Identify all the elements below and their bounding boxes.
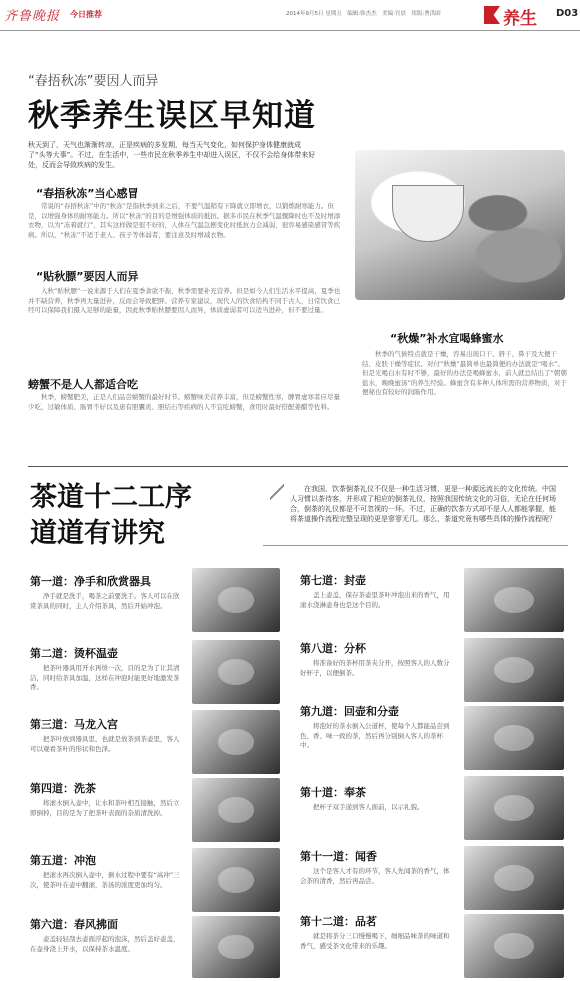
tea-step-text: 将准备好的茶杯用茶夹分开，按照客人的人数分好杯子，以便倒茶。	[300, 659, 450, 677]
diagonal-rule	[270, 472, 284, 512]
tea-step-photo	[464, 568, 564, 632]
tea-step-title: 第十二道：品茗	[300, 915, 377, 928]
tea-step-text: 将滚水倒入壶中，让水和茶叶相互接触，然后立即倒掉，目的是为了把茶叶表面的杂质清洗掉。	[30, 799, 180, 817]
tea-step	[300, 640, 455, 689]
tea-step-title: 第十道：奉茶	[300, 786, 366, 799]
tea-step	[30, 916, 180, 975]
tea-step-photo	[192, 916, 280, 978]
tea-step-text: 把滚水再次倒入壶中，倒水过程中要有“高冲”三次，使茶叶在壶中翻滚，茶汤的浓度更加均匀。	[30, 871, 180, 889]
issue-meta: 2014年9月5日 星期五 编辑:韩杰杰 美编:宫晨 组版:曹洪昭	[286, 11, 441, 17]
tea-step-title: 第五道：冲泡	[30, 854, 96, 867]
subhead-tieqiubiao: “贴秋膘”要因人而异	[36, 270, 139, 283]
subhead-chunwu: “春捂秋冻”当心感冒	[36, 187, 139, 200]
tea-step-title: 第二道：烫杯温壶	[30, 647, 118, 660]
body-honey: 秋季的气候特点就是干燥，容易出现口干、唇干、鼻干及大便干结、皮肤干燥等症状。对付“秋燥”最简单也最简便的办法就是“喝水”。但是光喝白水有时不够，最好的办法是喝蜂蜜水，前人就总结出了“朝朝盐水，晚晚蜜汤”的养生经验。蜂蜜含有多种人体所需的营养物质，对于便秘也有较好的润肠作用。	[362, 350, 567, 396]
subhead-honey: “秋燥”补水宜喝蜂蜜水	[390, 332, 504, 345]
tea-step-title: 第八道：分杯	[300, 642, 366, 655]
tea-title-line2: 道道有讲究	[30, 518, 165, 549]
tea-step-text: 把杯子双手递到客人面前，以示礼貌。	[313, 803, 424, 811]
newspaper-logo: 齐鲁晚报	[4, 9, 61, 24]
tea-article-intro: 在我国，饮茶倒茶礼仪不仅是一种生活习惯，更是一种源远流长的文化传统。中国人习惯以茶待客，并形成了相应的倒茶礼仪，按照我国传统文化的习俗，无论在任何场合，倒茶的礼仪都是不可忽视的一环。不过，正确的饮茶方式却不是人人都能掌握，能将茶道操作流程完整呈现的更是寥寥无几。那么，茶道究竟有哪些具体的操作流程呢？	[290, 485, 556, 523]
tea-step	[30, 852, 180, 911]
tea-step	[30, 645, 180, 704]
tea-step	[300, 703, 455, 762]
tea-step	[30, 573, 180, 632]
tea-step-title: 第一道：净手和欣赏器具	[30, 575, 151, 588]
tea-step-title: 第九道：回壶和分壶	[300, 705, 399, 718]
subhead-crab: 螃蟹不是人人都适合吃	[28, 378, 138, 391]
tea-step-text: 就是将茶分三口慢慢喝下，细细品味茶的味道和香气，感受茶文化带来的乐趣。	[300, 932, 450, 950]
tea-step-title: 第七道：封壶	[300, 574, 366, 587]
tea-step	[300, 572, 455, 621]
tea-step	[300, 784, 455, 823]
tea-step	[300, 848, 455, 907]
tea-step-text: 将泡好的茶水倒入公道杯，使每个人都能品尝到色、香、味一致的茶，然后再分别倒入客人的茶杯中。	[300, 722, 450, 749]
tea-article-title	[30, 480, 250, 552]
tea-step-text: 这个是客人才有的环节，客人先闻茶的香气，体会茶的清香，然后再品尝。	[300, 867, 450, 885]
tea-step-title: 第十一道：闻香	[300, 850, 377, 863]
tea-step-title: 第三道：马龙入宫	[30, 718, 118, 731]
tea-title-line1: 茶道十二工序	[30, 482, 192, 513]
body-crab: 秋季，螃蟹肥美，正是人们品尝螃蟹的最好时节。螃蟹味美营养丰富，但是螃蟹性寒，脾胃虚寒者应尽量少吃，过敏体质、肠胃不好以及患有胆囊炎、胆结石等疾病的人不宜吃螃蟹，食用时最好搭配姜醋等佐料。	[28, 393, 340, 411]
tea-step-photo	[192, 640, 280, 704]
tea-step-text: 盖上壶盖，保存茶壶里茶叶冲泡出来的香气，用滚水浇淋壶身也是这个目的。	[300, 591, 450, 609]
tea-step-photo	[464, 706, 564, 770]
tea-step-photo	[464, 638, 564, 702]
tea-step-photo	[464, 776, 564, 840]
tea-step-photo	[192, 710, 280, 774]
tea-step-photo	[464, 914, 564, 978]
tea-step-photo	[464, 846, 564, 910]
article-lead: 秋天到了，天气也渐渐转凉，正是疾病的多发期，每当天气变化，如何保护身体健康就成了“头等大事”。不过，在生活中，一些市民在秋季养生中却进入误区，不仅不会给身体带来好处，反而会导致疾病的发生。	[28, 141, 316, 169]
tea-step-text: 净手就是洗手，喝茶之前要洗手。客人可以在欣赏茶具的同时，主人介绍茶具，然后开始冲泡。	[30, 592, 180, 610]
tea-step-title: 第四道：洗茶	[30, 782, 96, 795]
page-number: D03	[556, 8, 579, 19]
tea-photo	[355, 150, 565, 300]
tea-step-photo	[192, 568, 280, 632]
tea-step	[300, 913, 455, 972]
body-chunwu: 常说的“春捂秋冻”中的“秋冻”是指秋季到来之后，不要气温稍有下降就立即增衣，以锻炼耐寒能力。但是，以增强身体的耐寒能力。所以“秋冻”的目的是增强体质的抵抗。据多市民在秋季气温骤降时也不及时增添衣物，以为“冻着就行”，其实这样做是很不好的，人体在气温急剧变化时抵抗力会减弱，很容易感染感冒等疾病。所以，“秋冻”不适于老人、孩子等体弱者，要注意及时增减衣物。	[28, 202, 341, 239]
section-name: 养生	[503, 9, 537, 29]
tea-step	[30, 780, 180, 839]
tea-step-text: 把茶叶放到器具里，也就是放茶到茶壶里，客人可以观看茶叶的形状和色泽。	[30, 735, 180, 753]
article-kicker: “春捂秋冻”要因人而异	[28, 74, 159, 89]
tea-step-photo	[192, 848, 280, 912]
tea-step-title: 第六道：春风拂面	[30, 918, 118, 931]
section-divider	[28, 466, 568, 467]
article-title: 秋季养生误区早知道	[28, 98, 316, 134]
body-tieqiubiao: 入秋“贴秋膘”一说来源于人们在夏季食欲不振，秋季需要补充营养。但是如今人们生活水平提高，夏季也并不缺营养，秋季再大量进补，反而会导致肥胖。营养专家建议，现代人的饮食结构不同于古人，日常饮食已经可以保障我们摄入足够的能量，因此秋季贴秋膘要因人而异，体质虚弱者可以适当进补，但不要过量。	[28, 287, 341, 314]
tea-step-photo	[192, 778, 280, 842]
tea-step-text: 壶盖轻轻刮去壶面浮起的泡沫，然后盖好壶盖，在壶身浇上开水，以保持茶水温度。	[30, 935, 180, 953]
intro-underline	[263, 545, 568, 546]
top-nav-label[interactable]: 今日推荐	[70, 10, 102, 19]
tea-step	[30, 716, 180, 765]
tea-step-text: 把茶叶器具用开水再烫一次，目的是为了让其清洁，同时给茶具加温，这样在冲泡时能更好地激发茶香。	[30, 664, 180, 691]
